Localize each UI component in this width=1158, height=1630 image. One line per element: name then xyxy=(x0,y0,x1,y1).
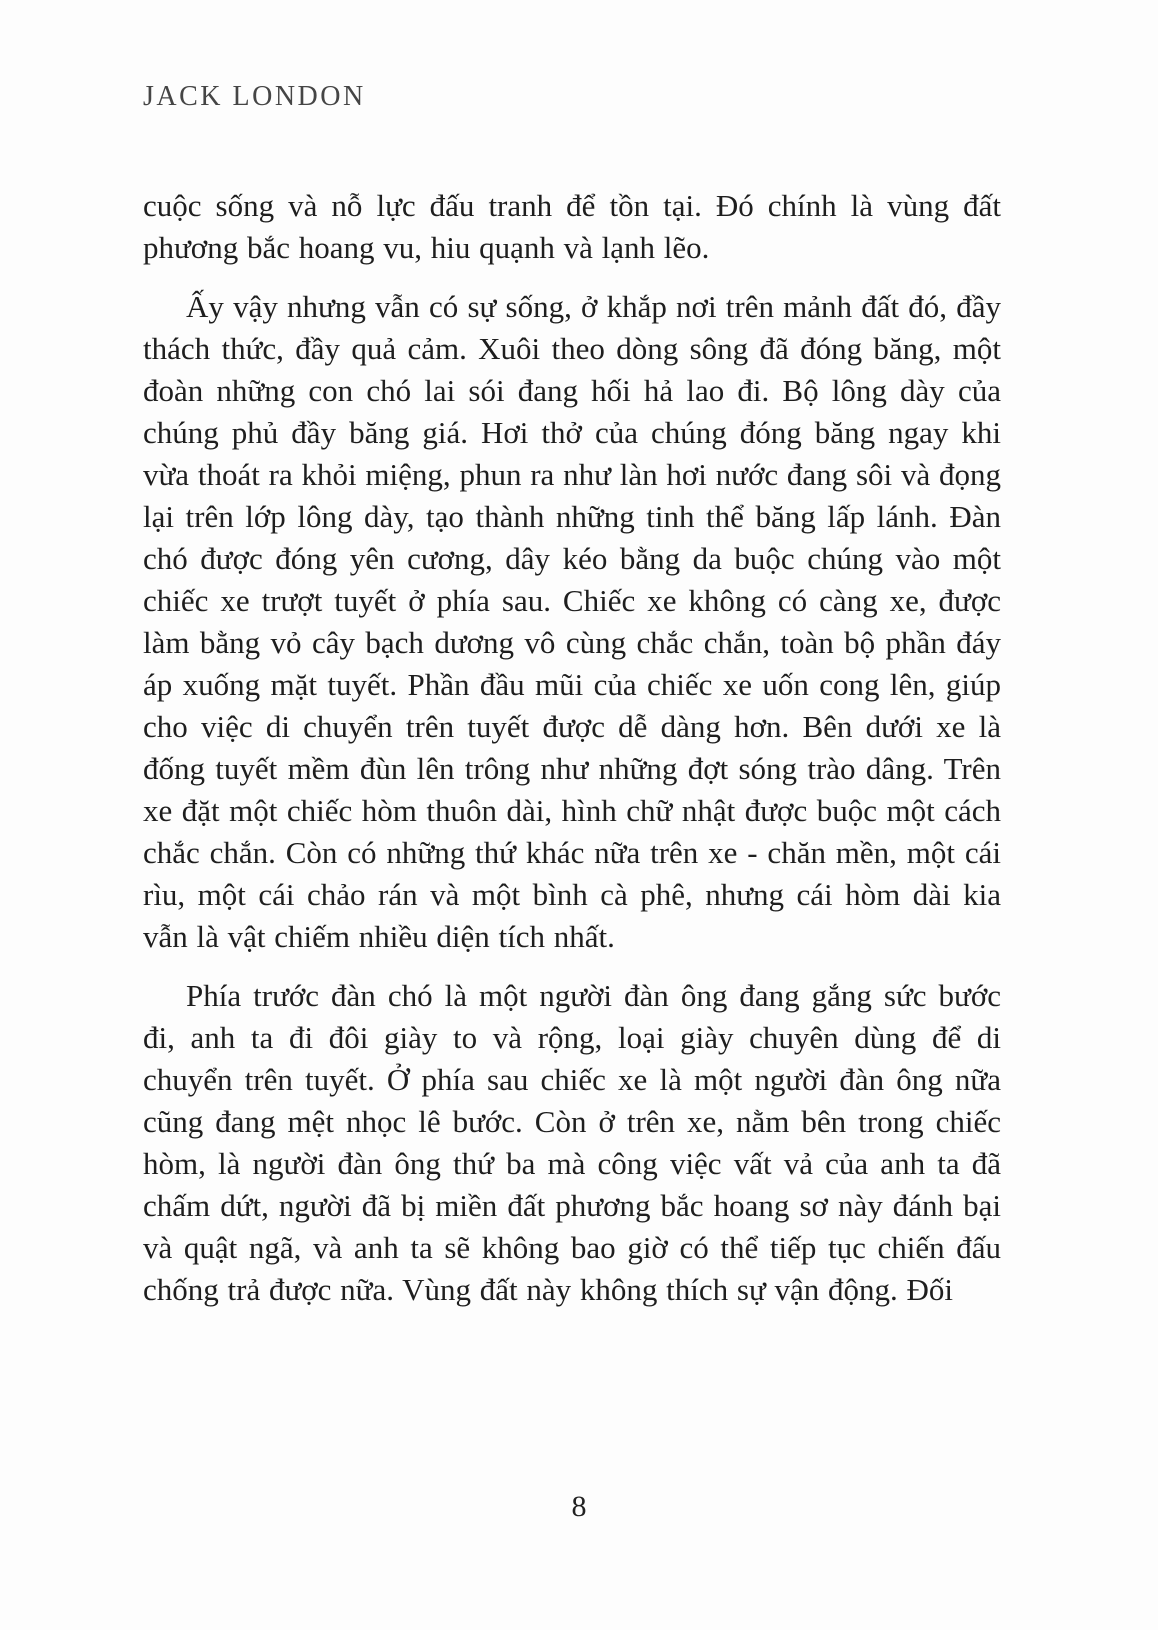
paragraph: cuộc sống và nỗ lực đấu tranh để tồn tại. Đó chính là vùng đất phương bắc hoang vu, hiu quạnh và lạnh lẽo. xyxy=(143,188,1001,265)
page-number: 8 xyxy=(571,1490,587,1523)
page-body xyxy=(143,185,1001,1311)
paragraph: Phía trước đàn chó là một người đàn ông đang gắng sức bước đi, anh ta đi đôi giày to và rộng, loại giày chuyên dùng để di chuyển trên tuyết. Ở phía sau chiếc xe là một người đàn ông nữa cũng đang mệt nhọc lê bước. Còn ở trên xe, nằm bên trong chiếc hòm, là người đàn ông thứ ba mà công việc vất vả của anh ta đã chấm dứt, người đã bị miền đất phương bắc hoang sơ này đánh bại và quật ngã, và anh ta sẽ không bao giờ có thể tiếp tục chiến đấu chống trả được nữa. Vùng đất này không thích sự vận động. Đối xyxy=(143,978,1001,1307)
paragraph: Ấy vậy nhưng vẫn có sự sống, ở khắp nơi trên mảnh đất đó, đầy thách thức, đầy quả cảm. Xuôi theo dòng sông đã đóng băng, một đoàn những con chó lai sói đang hối hả lao đi. Bộ lông dày của chúng phủ đầy băng giá. Hơi thở của chúng đóng băng ngay khi vừa thoát ra khỏi miệng, phun ra như làn hơi nước đang sôi và đọng lại trên lớp lông dày, tạo thành những tinh thể băng lấp lánh. Đàn chó được đóng yên cương, dây kéo bằng da buộc chúng vào một chiếc xe trượt tuyết ở phía sau. Chiếc xe không có càng xe, được làm bằng vỏ cây bạch dương vô cùng chắc chắn, toàn bộ phần đáy áp xuống mặt tuyết. Phần đầu mũi của chiếc xe uốn cong lên, giúp cho việc di chuyển trên tuyết được dễ dàng hơn. Bên dưới xe là đống tuyết mềm đùn lên trông như những đợt sóng trào dâng. Trên xe đặt một chiếc hòm thuôn dài, hình chữ nhật được buộc một cách chắc chắn. Còn có những thứ khác nữa trên xe - chăn mền, một cái rìu, một cái chảo rán và một bình cà phê, nhưng cái hòm dài kia vẫn là vật chiếm nhiều diện tích nhất. xyxy=(143,289,1001,954)
running-header-author: JACK LONDON xyxy=(143,81,366,112)
